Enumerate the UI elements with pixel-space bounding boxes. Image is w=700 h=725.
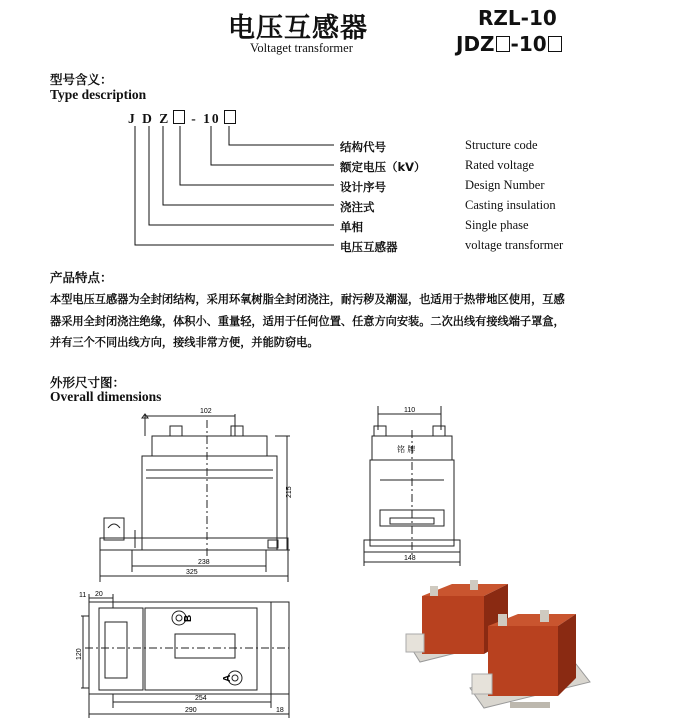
dim-plan-254: 254 [195, 695, 207, 702]
item-en-4: Casting insulation [465, 198, 556, 212]
plan-view-drawing [75, 588, 300, 723]
model-mid: -10 [510, 32, 547, 56]
item-cn-4: 浇注式 [340, 200, 375, 214]
product-photo [400, 578, 600, 723]
dim-front-base: 238 [198, 559, 210, 566]
features-heading: 产品特点： [50, 270, 113, 285]
dimensions-heading-cn: 外形尺寸图： [50, 375, 126, 390]
item-en-6: voltage transformer [465, 238, 564, 252]
item-en-1: Structure code [465, 138, 538, 152]
item-cn-1: 结构代号 [340, 140, 386, 154]
features-line: 并有三个不同出线方向，接线非常方便，并能防窃电。 [50, 336, 319, 349]
dimensions-heading-en: Overall dimensions [50, 389, 162, 404]
features-line: 本型电压互感器为全封闭结构，采用环氧树脂全封闭浇注，耐污秽及潮湿，也适用于热带地区使用，互感 [50, 293, 565, 306]
type-heading-cn: 型号含义： [50, 72, 113, 87]
dim-plan-11: 11 [79, 592, 87, 599]
code-letters: J D Z [128, 111, 171, 126]
dim-plan-18: 18 [276, 707, 284, 714]
code-voltage: - 10 [191, 111, 221, 126]
terminal-label-b: B [183, 614, 194, 622]
side-view-drawing [350, 400, 465, 575]
item-en-5: Single phase [465, 218, 529, 232]
page-subtitle: Voltaget transformer [250, 41, 353, 55]
front-view-drawing [90, 400, 310, 585]
model-prefix: JDZ [456, 32, 495, 56]
item-cn-5: 单相 [340, 220, 363, 234]
dim-side-top: 110 [404, 407, 416, 414]
dim-front-top: 102 [200, 408, 212, 415]
item-cn-6: 电压互感器 [340, 240, 398, 254]
dim-front-total: 325 [186, 569, 198, 576]
dim-plan-120: 120 [76, 648, 83, 660]
features-line: 器采用全封闭浇注绝缘，体积小、重量轻，适用于任何位置、任意方向安装。二次出线有接线端子罩盒， [50, 314, 565, 328]
type-heading-en: Type description [50, 87, 147, 102]
item-en-2: Rated voltage [465, 158, 535, 172]
terminal-label-a: A [222, 674, 233, 682]
page-title: 电压互感器 [228, 13, 368, 44]
item-cn-2: 额定电压（kV） [340, 160, 426, 174]
features-paragraph [50, 289, 660, 354]
dim-plan-290: 290 [185, 707, 197, 714]
dim-side-base: 148 [404, 555, 416, 562]
nameplate-label: 铭 牌 [397, 445, 416, 454]
item-cn-3: 设计序号 [340, 180, 386, 194]
dim-plan-20: 20 [95, 591, 103, 598]
item-en-3: Design Number [465, 178, 545, 192]
model-number-1: RZL-10 [478, 6, 557, 30]
dim-front-height: 215 [286, 486, 293, 498]
